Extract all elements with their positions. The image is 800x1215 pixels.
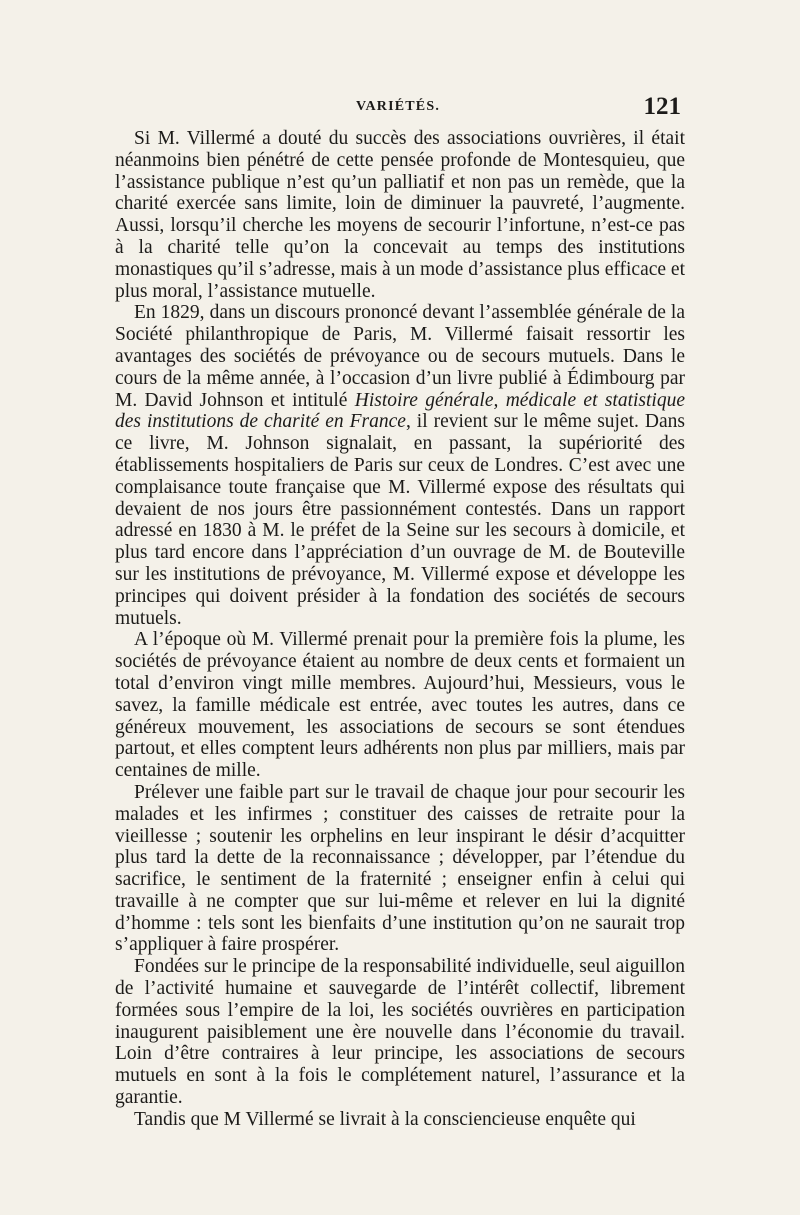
paragraph-1 <box>115 128 685 302</box>
running-head <box>115 93 681 123</box>
paragraph-4-text: Prélever une faible part sur le travail de chaque jour pour secourir les malades et les infirmes ; constituer des caisses de retraite pour la vieillesse ; soutenir les orphelins en leur inspirant le désir d’acquitter plus tard la dette de la reconnaissance ; développer, par l’étendue du sacrifice, le sentiment de la fraternité ; enseigner enfin à celui qui travaille à ne compter que sur lui-même et relever en lui la dignité d’homme : tels sont les bienfaits d’une institution qu’on ne saurait trop s’appliquer à faire prospérer. <box>115 781 685 956</box>
body-text <box>115 128 685 1131</box>
paragraph-2-text-after-title: , il revient sur le même sujet. Dans ce livre, M. Johnson signalait, en passant, la supériorité des établissements hospitaliers de Paris sur ceux de Londres. C’est avec une complaisance toute française que M. Villermé expose des résultats qui devaient de nos jours être passionnément contestés. Dans un rapport adressé en 1830 à M. le préfet de la Seine sur les secours à domicile, et plus tard encore dans l’appréciation d’un ouvrage de M. de Bouteville sur les institutions de prévoyance, M. Villermé expose et développe les principes qui doivent présider à la fondation des sociétés de secours mutuels. <box>115 411 685 629</box>
paragraph-5 <box>115 956 685 1109</box>
paragraph-6 <box>115 1109 685 1131</box>
paragraph-1-text: Si M. Villermé a douté du succès des associations ouvrières, il était néanmoins bien pénétré de cette pensée profonde de Montesquieu, que l’assistance publique n’est qu’un palliatif et non pas un remède, que la charité exercée sans limite, loin de diminuer la pauvreté, l’augmente. Aussi, lorsqu’il cherche les moyens de secourir l’infortune, n’est-ce pas à la charité telle qu’on la concevait au temps des institutions monastiques qu’il s’adresse, mais à un mode d’assistance plus efficace et plus moral, l’assistance mutuelle. <box>115 128 685 302</box>
page-number: 121 <box>643 93 681 120</box>
paragraph-3-text: A l’époque où M. Villermé prenait pour la première fois la plume, les sociétés de prévoyance étaient au nombre de deux cents et formaient un total d’environ vingt mille membres. Aujourd’hui, Messieurs, vous le savez, la famille médicale est entrée, avec toutes les autres, dans ce généreux mouvement, les associations de secours se sont étendues partout, et elles comptent leurs adhérents non plus par milliers, mais par centaines de mille. <box>115 629 685 782</box>
paragraph-5-text: Fondées sur le principe de la responsabilité individuelle, seul aiguillon de l’activité humaine et sauvegarde de l’intérêt collectif, librement formées sous l’empire de la loi, les sociétés ouvrières en participation inaugurent paisiblement une ère nouvelle dans l’économie du travail. Loin d’être contraires à leur principe, les associations de secours mutuels en sont à la fois le complétement naturel, l’assurance et la garantie. <box>115 956 685 1109</box>
paragraph-4 <box>115 782 685 956</box>
paragraph-6-text: Tandis que M Villermé se livrait à la consciencieuse enquête qui <box>134 1108 636 1130</box>
paragraph-2 <box>115 302 685 629</box>
paragraph-2-text-before-title: En 1829, dans un discours prononcé devant l’assemblée générale de la Société philanthropique de Paris, M. Villermé faisait ressortir les avantages des sociétés de prévoyance ou de secours mutuels. Dans le cours de la même année, à l’occasion d’un livre publié à Édimbourg par M. David Johnson et intitulé <box>115 302 685 411</box>
book-title: Histoire générale, médicale et statistique des institutions de charité en France <box>115 389 685 433</box>
paragraph-3 <box>115 629 685 782</box>
running-title: VARIÉTÉS. <box>355 99 441 114</box>
